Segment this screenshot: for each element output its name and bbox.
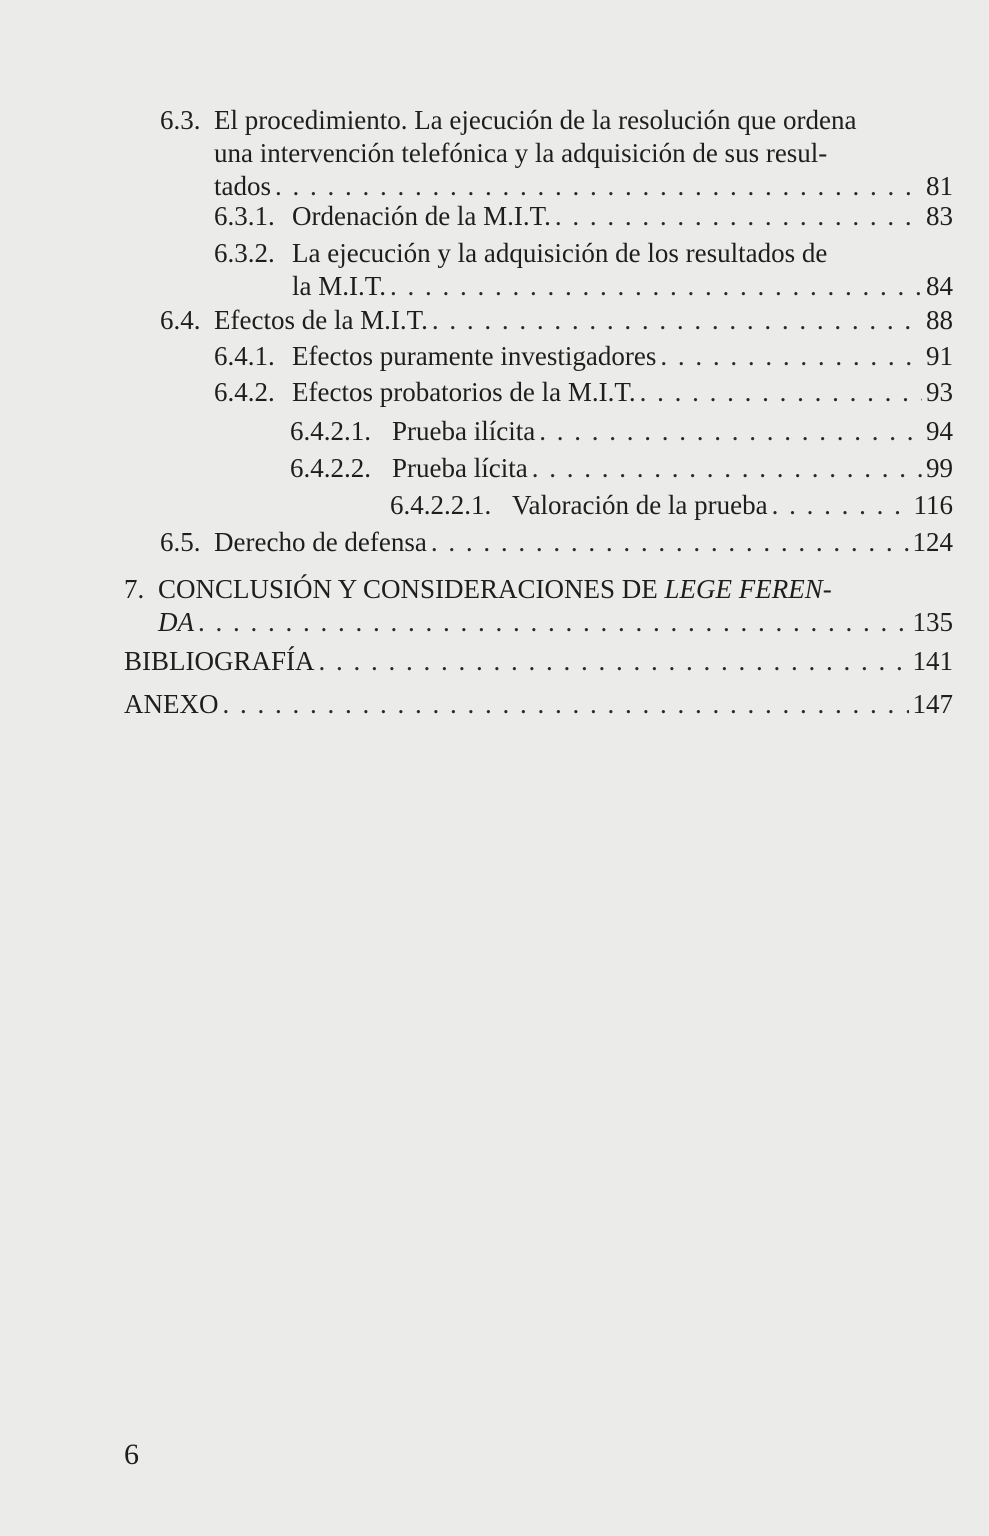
dot-leader [640,376,922,409]
toc-page-number: 116 [913,490,953,520]
toc-entry-number: 6.4.2.2. [290,453,371,483]
toc-entry-anexo [124,688,953,721]
toc-entry-number: 6.4. [160,305,201,335]
dot-leader [319,645,909,678]
toc-entry-6-3 [160,104,953,203]
toc-entry-title: Prueba ilícita [392,416,536,446]
dot-leader [390,270,922,303]
toc-entry-title: Efectos de la M.I.T. [214,305,428,335]
dot-leader [555,200,922,233]
toc-entry-title: Valoración de la prueba [512,490,768,520]
toc-entry-6-4-2-1 [290,415,953,448]
toc-entry-6-4-2-2 [290,452,953,485]
dot-leader [223,688,909,721]
toc-entry-title: El procedimiento. La ejecución de la resolución que ordena [214,105,857,135]
dot-leader [198,606,909,639]
toc-page-number: 83 [926,201,953,231]
dot-leader [539,415,922,448]
toc-entry-title: Derecho de defensa [214,527,427,557]
toc-page-number: 81 [926,171,953,201]
toc-entry-6-5 [160,526,953,559]
dot-leader [431,526,909,559]
toc-page-number: 93 [926,377,953,407]
toc-page-number: 84 [926,271,953,301]
toc-entry-title: BIBLIOGRAFÍA [124,646,315,676]
toc-page-number: 91 [926,341,953,371]
toc-page-number: 141 [912,646,953,676]
toc-entry-6-3-1 [214,200,953,233]
toc-entry-title: Prueba lícita [392,453,528,483]
dot-leader [660,340,922,373]
toc-entry-title: Efectos probatorios de la M.I.T. [292,377,636,407]
toc-entry-6-4-2 [214,376,953,409]
toc-entry-number: 6.3.2. [214,238,275,268]
dot-leader [772,489,910,522]
dot-leader [432,304,922,337]
toc-entry-title: Ordenación de la M.I.T. [292,201,551,231]
toc-entry-7 [124,573,953,639]
dot-leader [275,170,922,203]
toc-entry-6-4 [160,304,953,337]
toc-entry-title-cont: una intervención telefónica y la adquisición de sus resul- [214,138,828,168]
toc-page-number: 135 [912,607,953,637]
toc-page-number: 99 [926,453,953,483]
toc-entry-title-cont: DA [158,607,194,637]
toc-page-number: 94 [926,416,953,446]
toc-entry-number: 6.4.1. [214,341,275,371]
toc-entry-number: 6.4.2. [214,377,275,407]
toc-page-number: 124 [912,527,953,557]
toc-entry-title-cont: la M.I.T. [292,271,386,301]
toc-entry-number: 6.4.2.1. [290,416,371,446]
toc-entry-6-4-2-2-1 [390,489,953,522]
toc-entry-title: CONCLUSIÓN Y CONSIDERACIONES DE LEGE FEREN- [158,574,832,604]
toc-entry-6-4-1 [214,340,953,373]
toc-page-number: 88 [926,305,953,335]
toc-page-number: 147 [912,689,953,719]
toc-entry-bibliografia [124,645,953,678]
toc-entry-title: Efectos puramente investigadores [292,341,657,371]
toc-entry-title: ANEXO [124,689,219,719]
toc-entry-number: 7. [124,574,145,604]
dot-leader [532,452,922,485]
toc-entry-title: La ejecución y la adquisición de los resultados de [292,238,828,268]
toc-entry-title-cont: tados [214,171,271,201]
toc-entry-number: 6.3.1. [214,201,275,231]
toc-entry-number: 6.4.2.2.1. [390,490,492,520]
toc-entry-number: 6.3. [160,105,201,135]
page-number: 6 [124,1438,139,1471]
toc-entry-number: 6.5. [160,527,201,557]
toc-entry-6-3-2 [214,237,953,303]
